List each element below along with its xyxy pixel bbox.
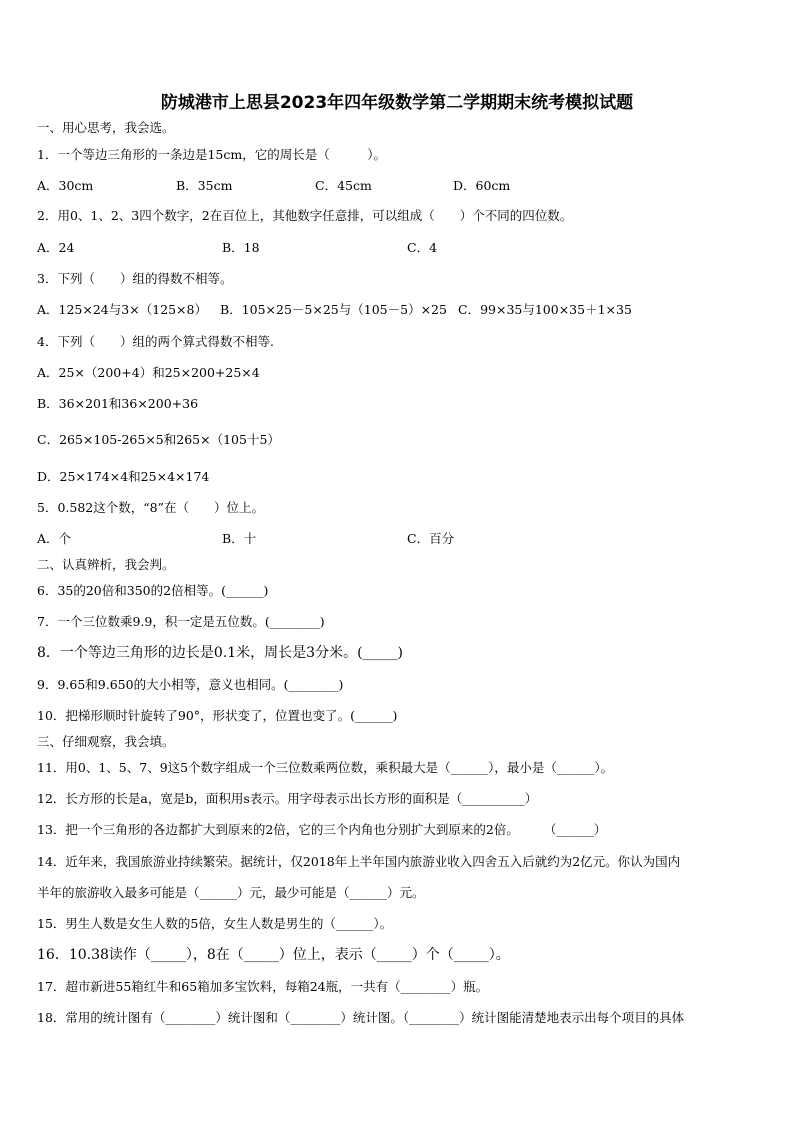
q3-option-a: A．125×24与3×（125×8） (37, 302, 207, 317)
question-2: 2．用0、1、2、3四个数字，2在百位上，其他数字任意排，可以组成（ ）个不同的四位数。 (37, 208, 573, 223)
question-14-line-1: 14．近年来，我国旅游业持续繁荣。据统计，仅2018年上半年国内旅游业收入四舍五入后就约为2亿元。你认为国内 (37, 854, 681, 869)
section-heading-1: 一、用心思考，我会选。 (37, 120, 175, 135)
question-12: 12．长方形的长是a，宽是b，面积用s表示。用字母表示出长方形的面积是（__________） (37, 791, 538, 806)
q2-option-b: B．18 (222, 240, 260, 255)
question-13: 13．把一个三角形的各边都扩大到原来的2倍，它的三个内角也分别扩大到原来的2倍。 （______） (37, 822, 607, 837)
question-7: 7．一个三位数乘9.9，积一定是五位数。(________) (37, 614, 325, 629)
q1-option-c: C．45cm (315, 178, 372, 193)
question-16: 16．10.38读作（_____），8在（_____）位上，表示（_____）个（_____）。 (37, 947, 510, 963)
question-15: 15．男生人数是女生人数的5倍，女生人数是男生的（______）。 (37, 916, 393, 931)
page-title: 防城港市上思县2023年四年级数学第二学期期末统考模拟试题 (160, 93, 634, 113)
question-4: 4．下列（ ）组的两个算式得数不相等. (37, 334, 274, 349)
q5-option-a: A．个 (37, 531, 72, 546)
q3-option-c: C．99×35与100×35＋1×35 (458, 302, 632, 317)
question-10: 10．把梯形顺时针旋转了90°，形状变了，位置也变了。(______) (37, 708, 398, 723)
q2-option-c: C．4 (407, 240, 438, 255)
q5-option-c: C．百分 (407, 531, 455, 546)
question-3: 3．下列（ ）组的得数不相等。 (37, 271, 233, 286)
question-14-line-2: 半年的旅游收入最多可能是（______）元，最少可能是（______）元。 (37, 885, 425, 900)
question-9: 9．9.65和9.650的大小相等，意义也相同。(________) (37, 677, 344, 692)
q1-option-a: A．30cm (37, 178, 94, 193)
q2-option-a: A．24 (37, 240, 75, 255)
section-heading-2: 二、认真辨析，我会判。 (37, 557, 175, 572)
q4-option-c: C．265×105-265×5和265×（105十5） (37, 432, 280, 447)
q4-option-b: B．36×201和36×200+36 (37, 396, 199, 411)
question-17: 17．超市新进55箱红牛和65箱加多宝饮料，每箱24瓶，一共有（________）瓶。 (37, 979, 489, 994)
question-8: 8．一个等边三角形的边长是0.1米，周长是3分米。(_____) (37, 645, 404, 661)
q1-option-d: D．60cm (453, 178, 511, 193)
q3-option-b: B．105×25－5×25与（105－5）×25 (220, 302, 447, 317)
q1-option-b: B．35cm (176, 178, 233, 193)
q4-option-d: D．25×174×4和25×4×174 (37, 469, 210, 484)
question-6: 6．35的20倍和350的2倍相等。(______) (37, 583, 269, 598)
question-5: 5．0.582这个数，“8”在（ ）位上。 (37, 500, 264, 515)
question-11: 11．用0、1、5、7、9这5个数字组成一个三位数乘两位数，乘积最大是（______），最小是（______）。 (37, 760, 614, 775)
question-18: 18．常用的统计图有（________）统计图和（________）统计图。（________）统计图能清楚地表示出每个项目的具体 (37, 1010, 685, 1025)
section-heading-3: 三、仔细观察，我会填。 (37, 734, 175, 749)
question-1: 1．一个等边三角形的一条边是15cm，它的周长是（ ）。 (37, 147, 386, 162)
q5-option-b: B．十 (222, 531, 257, 546)
q4-option-a: A．25×（200+4）和25×200+25×4 (37, 365, 260, 380)
